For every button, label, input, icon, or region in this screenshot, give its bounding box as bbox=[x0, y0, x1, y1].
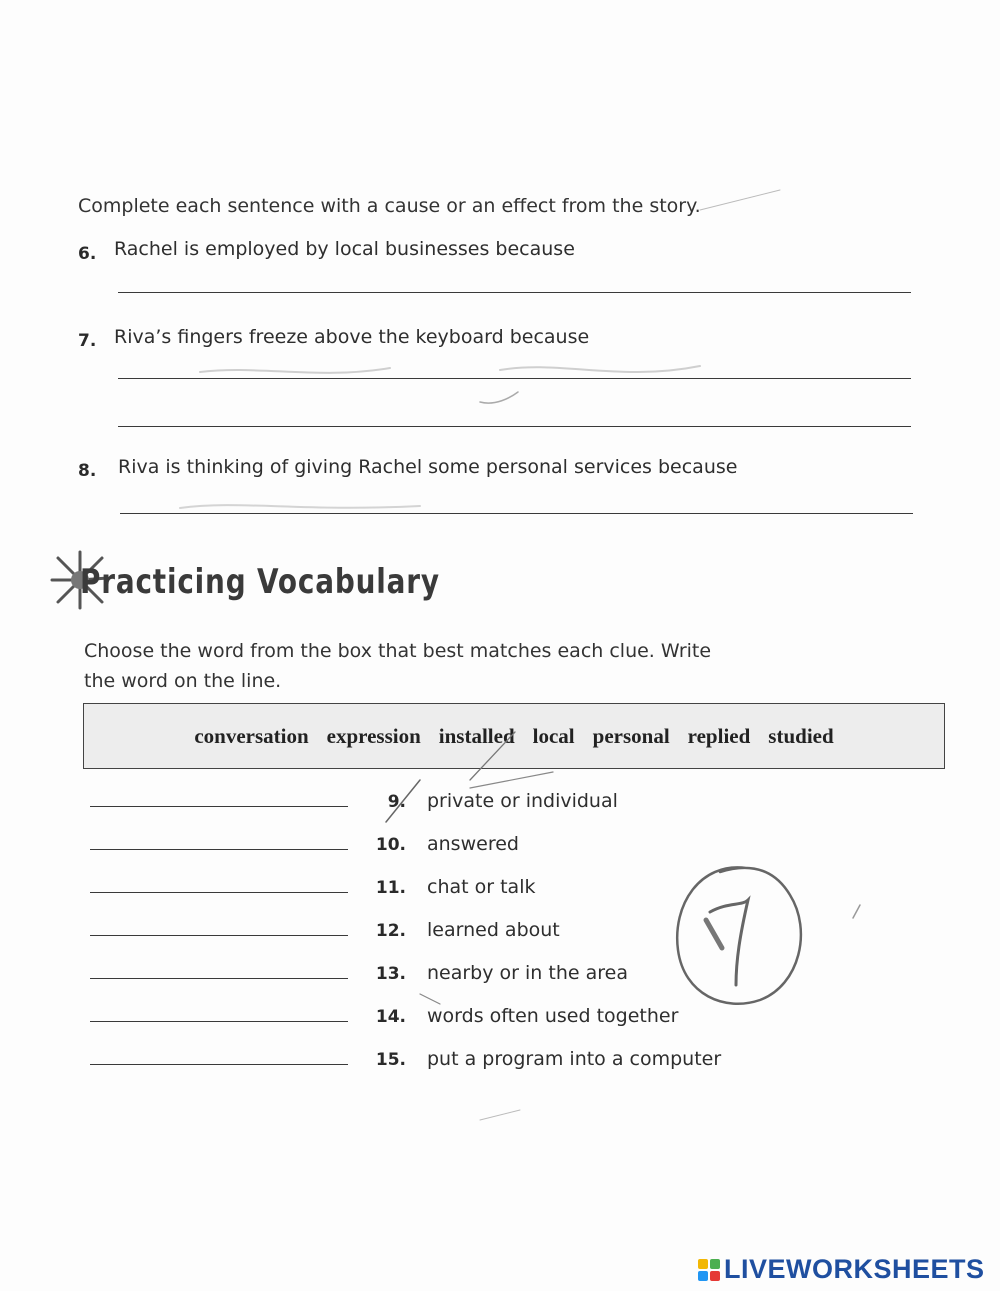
vocab-item-number: 13. bbox=[375, 964, 406, 984]
word-box-word: conversation bbox=[194, 723, 309, 748]
word-box-word: personal bbox=[592, 723, 670, 748]
vocab-clue: words often used together bbox=[427, 1005, 679, 1027]
word-box-word: studied bbox=[768, 723, 834, 748]
vocab-item-number: 12. bbox=[375, 921, 406, 941]
vocab-clue: nearby or in the area bbox=[427, 962, 628, 984]
question-number: 7. bbox=[78, 331, 97, 351]
vocab-answer-line[interactable] bbox=[90, 935, 348, 936]
vocab-answer-line[interactable] bbox=[90, 1021, 348, 1022]
word-box-word: installed bbox=[438, 723, 515, 748]
vocab-item-number: 15. bbox=[375, 1050, 406, 1070]
vocab-instruction-line1: Choose the word from the box that best matches each clue. Write bbox=[84, 640, 712, 662]
vocab-answer-line[interactable] bbox=[90, 1064, 348, 1065]
section-heading: Practicing Vocabulary bbox=[80, 562, 440, 602]
answer-line[interactable] bbox=[120, 513, 913, 514]
vocab-item-number: 9. bbox=[387, 792, 406, 812]
word-box-word: local bbox=[532, 723, 575, 748]
question-text: Riva is thinking of giving Rachel some personal services because bbox=[118, 456, 738, 478]
grade-mark-stroke bbox=[710, 900, 748, 985]
vocab-item-number: 14. bbox=[375, 1007, 406, 1027]
vocab-answer-line[interactable] bbox=[90, 892, 348, 893]
question-number: 6. bbox=[78, 244, 97, 264]
word-box-word: expression bbox=[326, 723, 421, 748]
vocab-clue: chat or talk bbox=[427, 876, 536, 898]
vocab-answer-line[interactable] bbox=[90, 978, 348, 979]
question-text: Riva’s fingers freeze above the keyboard because bbox=[114, 326, 590, 348]
logo-grid-icon bbox=[698, 1259, 720, 1281]
answer-line[interactable] bbox=[118, 292, 911, 293]
question-number: 8. bbox=[78, 461, 97, 481]
vocab-instruction-line2: the word on the line. bbox=[84, 670, 282, 692]
vocab-item-number: 11. bbox=[375, 878, 406, 898]
vocab-item-number: 10. bbox=[375, 835, 406, 855]
vocab-clue: private or individual bbox=[427, 790, 618, 812]
question-text: Rachel is employed by local businesses because bbox=[114, 238, 575, 260]
vocab-clue: learned about bbox=[427, 919, 560, 941]
answer-line[interactable] bbox=[118, 426, 911, 427]
cause-effect-instruction: Complete each sentence with a cause or an effect from the story. bbox=[78, 195, 701, 217]
word-box bbox=[83, 703, 945, 769]
word-box-word: replied bbox=[687, 723, 751, 748]
grade-circle bbox=[677, 867, 801, 1003]
vocab-clue: put a program into a computer bbox=[427, 1048, 722, 1070]
vocab-clue: answered bbox=[427, 833, 519, 855]
answer-line[interactable] bbox=[118, 378, 911, 379]
vocab-answer-line[interactable] bbox=[90, 806, 348, 807]
liveworksheets-logo bbox=[698, 1254, 985, 1285]
vocab-answer-line[interactable] bbox=[90, 849, 348, 850]
brand-name: LIVEWORKSHEETS bbox=[724, 1254, 985, 1284]
